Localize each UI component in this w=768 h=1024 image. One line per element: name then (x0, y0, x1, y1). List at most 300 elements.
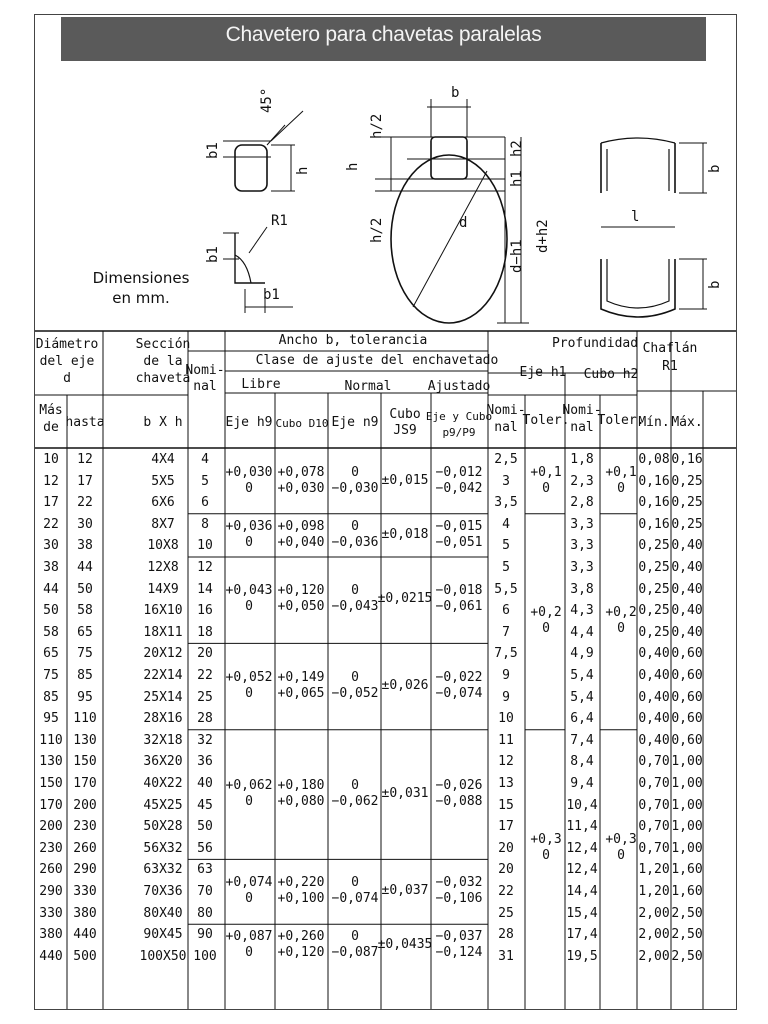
document-page (34, 14, 737, 1010)
cell-t2: 11,4 (566, 819, 598, 835)
cell-b: 80 (197, 905, 213, 921)
tolerance-js9: ±0,018 (381, 526, 429, 542)
cell-hasta: 58 (77, 603, 93, 619)
tolerance-js9: ±0,015 (381, 472, 429, 488)
header-normal: Normal (344, 379, 392, 394)
cell-t1: 22 (498, 884, 514, 899)
cell-rmin: 2,00 (638, 905, 670, 921)
cell-rmin: 1,20 (638, 862, 670, 878)
cell-sec: 22X14 (143, 668, 183, 683)
cell-mas: 230 (39, 840, 63, 856)
h-half-label-bottom: h/2 (369, 217, 385, 243)
tolerance-h9: 0 (245, 599, 253, 615)
header-min: Mín. (638, 415, 670, 430)
cell-rmax: 0,60 (671, 668, 703, 683)
cell-t2: 2,8 (570, 495, 594, 511)
header-p9-1: Eje y Cubo (425, 410, 493, 423)
b-label-slot: b (451, 85, 460, 101)
header-cubo-d10: Cubo D10 (275, 417, 329, 430)
header-chaflan-2: R1 (662, 359, 678, 374)
cell-t1: 28 (498, 927, 514, 943)
tolerance-h9: +0,043 (225, 583, 273, 599)
cell-mas: 170 (39, 797, 63, 813)
d-minus-h1-label: d−h1 (509, 239, 525, 273)
header-eje-h9: Eje h9 (225, 415, 273, 430)
cell-b: 70 (197, 884, 213, 899)
tolerance-js9: ±0,0215 (377, 591, 433, 607)
cell-mas: 38 (43, 560, 59, 575)
header-cubo-js9-1: Cubo (389, 407, 421, 422)
header-toler-eje: Toler. (522, 413, 570, 428)
tolerance-h9: 0 (245, 480, 253, 496)
cell-b: 10 (197, 538, 213, 554)
header-seccion-1: Sección (135, 337, 191, 352)
tolerance-p9: −0,042 (435, 480, 483, 496)
tolerance-p9: −0,026 (435, 777, 483, 793)
tolerance-p9: −0,088 (435, 793, 483, 809)
cell-rmin: 0,16 (638, 495, 670, 511)
tolerance-js9: ±0,037 (381, 883, 429, 898)
cell-rmin: 0,70 (638, 819, 670, 835)
cell-hasta: 50 (77, 581, 93, 597)
cell-t1: 11 (498, 732, 514, 748)
cell-rmin: 1,20 (638, 884, 670, 899)
cell-sec: 18X11 (143, 624, 183, 640)
header-diametro-1: Diámetro (35, 337, 99, 352)
cell-hasta: 22 (77, 495, 93, 511)
cell-sec: 100X50 (139, 948, 187, 964)
h-label-shaft: h (345, 162, 361, 171)
depth-tolerance-eje: 0 (542, 480, 550, 496)
cell-t1: 5 (502, 560, 510, 575)
cell-sec: 10X8 (147, 538, 179, 554)
cell-sec: 12X8 (147, 560, 179, 575)
cell-mas: 380 (39, 927, 63, 943)
cell-hasta: 200 (73, 797, 97, 813)
cell-rmax: 0,40 (671, 560, 703, 575)
tolerance-n9: −0,052 (331, 685, 379, 701)
cell-sec: 45X25 (143, 797, 183, 813)
cell-mas: 130 (39, 754, 63, 770)
tolerance-n9: 0 (351, 464, 359, 480)
header-nominal-depth-eje-2: nal (494, 420, 518, 435)
depth-tolerance-cubo: +0,3 (605, 831, 637, 847)
cell-rmin: 2,00 (638, 948, 670, 964)
b-label-key: b (707, 280, 723, 289)
cell-sec: 80X40 (143, 905, 183, 921)
cell-rmax: 0,25 (671, 473, 703, 489)
tolerance-h9: +0,052 (225, 669, 273, 685)
cell-mas: 65 (43, 646, 59, 662)
cell-hasta: 500 (73, 948, 97, 964)
header-eje-n9: Eje n9 (331, 415, 379, 430)
cell-t2: 3,3 (570, 560, 594, 575)
cell-rmax: 1,60 (671, 884, 703, 899)
cell-mas: 440 (39, 948, 63, 964)
cell-rmax: 2,50 (671, 948, 703, 964)
header-diametro-2: del eje (39, 354, 95, 369)
tolerance-d10: +0,180 (277, 777, 325, 793)
depth-tolerance-eje: +0,3 (530, 831, 562, 847)
cell-rmax: 0,60 (671, 732, 703, 748)
header-nominal-depth-cubo-1: Nomi- (562, 403, 602, 418)
header-ajustado: Ajustado (427, 379, 491, 394)
cell-t1: 5,5 (494, 581, 518, 597)
cell-t2: 3,3 (570, 516, 594, 532)
cell-rmin: 0,16 (638, 473, 670, 489)
header-p9-2: p9/P9 (442, 426, 476, 439)
b1-label-bottom: b1 (263, 287, 280, 303)
cell-t2: 15,4 (566, 905, 598, 921)
cell-rmax: 0,25 (671, 516, 703, 532)
depth-tolerance-cubo: 0 (617, 621, 625, 636)
header-diametro-3: d (63, 371, 71, 386)
h1-label: h1 (509, 170, 525, 187)
tolerance-d10: +0,149 (277, 669, 325, 685)
cell-sec: 20X12 (143, 646, 183, 662)
cell-t1: 2,5 (494, 452, 518, 467)
angle-label: 45° (259, 87, 275, 113)
cell-sec: 16X10 (143, 603, 183, 619)
cell-rmax: 1,00 (671, 840, 703, 856)
cell-b: 16 (197, 603, 213, 619)
header-max: Máx. (671, 415, 703, 430)
cell-sec: 63X32 (143, 862, 183, 878)
cell-t2: 2,3 (570, 473, 594, 489)
tolerance-d10: +0,220 (277, 875, 325, 890)
tolerance-d10: +0,120 (277, 583, 325, 599)
header-toler-cubo: Toler. (597, 413, 645, 428)
cell-rmin: 0,40 (638, 646, 670, 662)
cell-sec: 25X14 (143, 689, 183, 705)
cell-hasta: 17 (77, 473, 93, 489)
cell-t1: 25 (498, 905, 514, 921)
cell-hasta: 95 (77, 689, 93, 705)
cell-mas: 110 (39, 732, 63, 748)
header-clase: Clase de ajuste del enchavetado (255, 353, 499, 368)
cell-sec: 36X20 (143, 754, 183, 770)
tolerance-h9: +0,036 (225, 518, 273, 534)
cell-rmin: 0,25 (638, 538, 670, 554)
cell-hasta: 230 (73, 819, 97, 835)
cell-rmin: 0,70 (638, 776, 670, 791)
cell-mas: 330 (39, 905, 63, 921)
tolerance-h9: +0,087 (225, 929, 273, 944)
tolerance-d10: +0,080 (277, 793, 325, 809)
header-nominal-1: Nomi- (185, 363, 225, 378)
cell-b: 5 (201, 473, 209, 489)
cell-hasta: 290 (73, 862, 97, 878)
cell-t1: 3,5 (494, 495, 518, 511)
cell-rmax: 0,16 (671, 452, 703, 467)
cell-sec: 4X4 (151, 452, 175, 467)
cell-mas: 75 (43, 668, 59, 683)
cell-t2: 7,4 (570, 732, 594, 748)
cell-rmax: 0,40 (671, 538, 703, 554)
cell-sec: 40X22 (143, 776, 183, 791)
tolerance-n9: 0 (351, 875, 359, 890)
dimension-note-line2: en mm. (112, 289, 170, 307)
cell-b: 63 (197, 862, 213, 878)
cell-mas: 58 (43, 624, 59, 640)
tolerance-n9: −0,036 (331, 534, 379, 550)
cell-hasta: 380 (73, 905, 97, 921)
header-bxh: b X h (143, 415, 183, 430)
cell-hasta: 85 (77, 668, 93, 683)
cell-rmin: 0,40 (638, 732, 670, 748)
cell-hasta: 440 (73, 927, 97, 943)
tolerance-d10: +0,030 (277, 480, 325, 496)
tolerance-n9: −0,043 (331, 599, 379, 615)
tolerance-p9: −0,051 (435, 534, 483, 550)
cell-rmin: 0,16 (638, 516, 670, 532)
tolerance-h9: 0 (245, 793, 253, 809)
cell-rmax: 0,60 (671, 711, 703, 727)
cell-mas: 260 (39, 862, 63, 878)
tolerance-d10: +0,050 (277, 599, 325, 615)
header-mas-de-1: Más (39, 403, 63, 418)
cell-b: 50 (197, 819, 213, 835)
dimension-note-line1: Dimensiones (92, 269, 190, 287)
cell-sec: 56X32 (143, 840, 183, 856)
cell-mas: 150 (39, 776, 63, 791)
cell-t1: 9 (502, 668, 510, 683)
cell-b: 25 (197, 689, 213, 705)
page-title: Chavetero para chavetas paralelas (225, 23, 542, 46)
b-label-hub: b (707, 164, 723, 173)
cell-rmax: 0,40 (671, 624, 703, 640)
cell-mas: 200 (39, 819, 63, 835)
tolerance-d10: +0,098 (277, 518, 325, 534)
tolerance-h9: 0 (245, 685, 253, 701)
cell-hasta: 38 (77, 538, 93, 554)
tolerance-n9: −0,062 (331, 793, 379, 809)
cell-rmin: 0,08 (638, 452, 670, 467)
cell-t1: 6 (502, 603, 510, 619)
cell-t1: 17 (498, 819, 514, 835)
cell-b: 32 (197, 732, 213, 748)
header-nominal-2: nal (193, 379, 217, 394)
cell-t2: 5,4 (570, 689, 594, 705)
cell-b: 8 (201, 516, 209, 532)
tolerance-p9: −0,032 (435, 875, 483, 890)
cell-rmax: 1,00 (671, 819, 703, 835)
tolerance-n9: −0,074 (331, 891, 379, 906)
tolerance-d10: +0,260 (277, 929, 325, 944)
cell-t2: 6,4 (570, 711, 594, 727)
tolerance-d10: +0,040 (277, 534, 325, 550)
depth-tolerance-eje: 0 (542, 621, 550, 636)
cell-b: 28 (197, 711, 213, 727)
cell-mas: 10 (43, 452, 59, 467)
cell-t1: 4 (502, 516, 510, 532)
cell-rmax: 1,00 (671, 797, 703, 813)
cell-t2: 14,4 (566, 884, 598, 899)
tolerance-d10: +0,065 (277, 685, 325, 701)
cell-t1: 13 (498, 776, 514, 791)
header-libre: Libre (241, 377, 281, 392)
depth-tolerance-cubo: +0,2 (605, 605, 637, 620)
h-label-key: h (295, 166, 311, 175)
cell-t1: 9 (502, 689, 510, 705)
depth-tolerance-cubo: 0 (617, 480, 625, 496)
tolerance-p9: −0,037 (435, 929, 483, 944)
tolerance-n9: 0 (351, 777, 359, 793)
cell-rmax: 0,40 (671, 581, 703, 597)
tolerance-p9: −0,012 (435, 464, 483, 480)
tolerance-h9: +0,074 (225, 875, 273, 890)
h2-label: h2 (509, 140, 525, 157)
tolerance-p9: −0,018 (435, 583, 483, 599)
cell-mas: 22 (43, 516, 59, 532)
cell-b: 45 (197, 797, 213, 813)
cell-t2: 12,4 (566, 840, 598, 856)
cell-rmin: 2,00 (638, 927, 670, 943)
header-hasta: hasta (65, 415, 105, 430)
cell-t2: 4,3 (570, 603, 594, 619)
cell-b: 40 (197, 776, 213, 791)
cell-rmin: 0,40 (638, 711, 670, 727)
cell-sec: 5X5 (151, 473, 175, 489)
cell-hasta: 65 (77, 624, 93, 640)
cell-t2: 10,4 (566, 797, 598, 813)
cell-hasta: 44 (77, 560, 93, 575)
cell-hasta: 260 (73, 840, 97, 856)
cell-t2: 4,9 (570, 646, 594, 662)
tolerance-p9: −0,106 (435, 891, 483, 906)
cell-sec: 28X16 (143, 711, 183, 727)
cell-t1: 7 (502, 624, 510, 640)
cell-rmax: 0,25 (671, 495, 703, 511)
tolerance-n9: 0 (351, 583, 359, 599)
depth-tolerance-cubo: 0 (617, 847, 625, 863)
cell-sec: 8X7 (151, 516, 175, 532)
cell-rmax: 1,60 (671, 862, 703, 878)
header-seccion-2: de la (143, 354, 183, 369)
cell-b: 22 (197, 668, 213, 683)
cell-t1: 31 (498, 948, 514, 964)
cell-t2: 17,4 (566, 927, 598, 943)
header-ancho: Ancho b, tolerancia (278, 333, 428, 348)
cell-b: 4 (201, 452, 209, 467)
cell-t2: 19,5 (566, 948, 598, 964)
cell-t2: 8,4 (570, 754, 594, 770)
table-grid-lines (35, 15, 737, 1010)
cell-mas: 95 (43, 711, 59, 727)
cell-t2: 5,4 (570, 668, 594, 683)
cell-t2: 4,4 (570, 624, 594, 640)
tolerance-d10: +0,120 (277, 945, 325, 960)
cell-mas: 44 (43, 581, 59, 597)
cell-rmin: 0,25 (638, 560, 670, 575)
depth-tolerance-eje: +0,2 (530, 605, 562, 620)
h-half-label-top: h/2 (369, 113, 385, 139)
cell-rmax: 1,00 (671, 754, 703, 770)
cell-mas: 17 (43, 495, 59, 511)
cell-t2: 3,8 (570, 581, 594, 597)
tolerance-d10: +0,078 (277, 464, 325, 480)
cell-hasta: 30 (77, 516, 93, 532)
cell-b: 14 (197, 581, 213, 597)
tolerance-p9: −0,022 (435, 669, 483, 685)
tolerance-n9: −0,030 (331, 480, 379, 496)
cell-b: 100 (193, 948, 217, 964)
depth-tolerance-eje: +0,1 (530, 464, 562, 480)
header-mas-de-2: de (43, 420, 59, 435)
cell-mas: 30 (43, 538, 59, 554)
depth-tolerance-cubo: +0,1 (605, 464, 637, 480)
cell-t1: 7,5 (494, 646, 518, 662)
depth-tolerance-eje: 0 (542, 847, 550, 863)
cell-rmin: 0,40 (638, 668, 670, 683)
cell-hasta: 12 (77, 452, 93, 467)
cell-rmax: 0,60 (671, 646, 703, 662)
cell-t1: 20 (498, 862, 514, 878)
cell-t2: 12,4 (566, 862, 598, 878)
cell-sec: 90X45 (143, 927, 183, 943)
cell-t1: 15 (498, 797, 514, 813)
tolerance-p9: −0,061 (435, 599, 483, 615)
tolerance-h9: +0,030 (225, 464, 273, 480)
cell-rmax: 0,40 (671, 603, 703, 619)
tolerance-js9: ±0,026 (381, 677, 429, 693)
header-chaflan-1: Chaflán (642, 341, 698, 356)
b1-label-top: b1 (205, 142, 221, 159)
tolerance-h9: 0 (245, 891, 253, 906)
cell-mas: 12 (43, 473, 59, 489)
header-nominal-depth-eje-1: Nomi- (486, 403, 526, 418)
cell-rmax: 2,50 (671, 905, 703, 921)
header-cubo-h2: Cubo h2 (583, 367, 639, 382)
cell-b: 18 (197, 624, 213, 640)
cell-t2: 9,4 (570, 776, 594, 791)
cell-sec: 6X6 (151, 495, 175, 511)
cell-t1: 12 (498, 754, 514, 770)
cell-b: 36 (197, 754, 213, 770)
cell-t1: 5 (502, 538, 510, 554)
cell-sec: 50X28 (143, 819, 183, 835)
cell-b: 90 (197, 927, 213, 943)
cell-rmin: 0,40 (638, 689, 670, 705)
tolerance-n9: 0 (351, 929, 359, 944)
tolerance-js9: ±0,031 (381, 785, 429, 801)
cell-rmax: 1,00 (671, 776, 703, 791)
tolerance-h9: 0 (245, 945, 253, 960)
l-label: l (631, 209, 640, 225)
cell-b: 20 (197, 646, 213, 662)
b1-label-side: b1 (205, 246, 221, 263)
tolerance-n9: 0 (351, 669, 359, 685)
cell-rmin: 0,70 (638, 797, 670, 813)
cell-t1: 3 (502, 473, 510, 489)
cell-sec: 70X36 (143, 884, 183, 899)
cell-t2: 1,8 (570, 452, 594, 467)
cell-sec: 32X18 (143, 732, 183, 748)
cell-rmin: 0,25 (638, 624, 670, 640)
cell-mas: 50 (43, 603, 59, 619)
cell-hasta: 130 (73, 732, 97, 748)
header-profundidad: Profundidad (551, 336, 639, 351)
cell-b: 12 (197, 560, 213, 575)
d-plus-h2-label: d+h2 (535, 219, 551, 253)
cell-hasta: 75 (77, 646, 93, 662)
cell-rmin: 0,70 (638, 754, 670, 770)
cell-mas: 85 (43, 689, 59, 705)
tolerance-p9: −0,015 (435, 518, 483, 534)
header-seccion-3: chaveta (135, 371, 191, 386)
tolerance-h9: +0,062 (225, 777, 273, 793)
cell-sec: 14X9 (147, 581, 179, 597)
